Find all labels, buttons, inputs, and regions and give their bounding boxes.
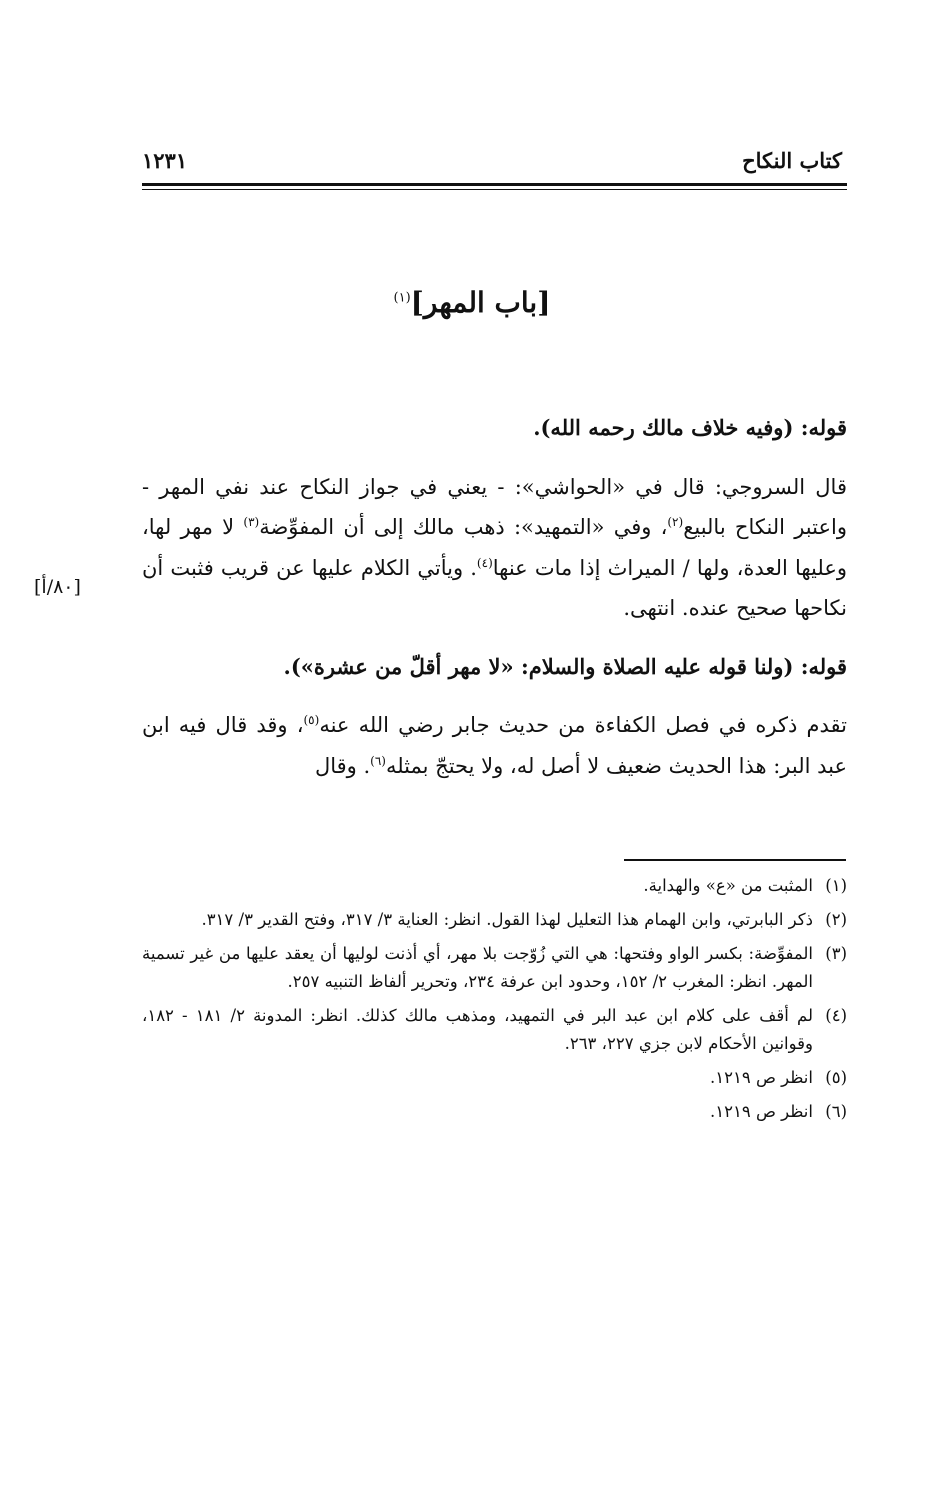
footnote-ref-6: (٦) — [370, 753, 386, 768]
footnote-number: (٢) — [825, 910, 847, 929]
chapter-title — [0, 286, 944, 319]
paragraph-2 — [142, 705, 847, 786]
quote-line-2: قوله: (ولنا قوله عليه الصلاة والسلام: «لا مهر أقلّ من عشرة»). — [283, 653, 847, 679]
paragraph-2-part-b: ، وقد قال فيه ابن عبد البر: هذا الحديث ضعيف لا أصل له، ولا يحتجّ بمثله — [142, 713, 847, 778]
manuscript-folio-marker: [٨٠/أ] — [34, 576, 81, 598]
footnote — [142, 1098, 847, 1126]
header-rule-thin — [142, 189, 847, 190]
header-title: كتاب النكاح — [742, 148, 842, 173]
footnote-number: (٤) — [825, 1006, 847, 1025]
chapter-title-text: [باب المهر] — [410, 286, 551, 319]
paragraph-1-part-d: . ويأتي الكلام عليها عن قريب فثبت أن نكاحها صحيح عنده. انتهى. — [142, 555, 847, 620]
main-text — [142, 408, 847, 786]
footnote-ref-2: (٢) — [667, 515, 684, 529]
footnote-ref-4: (٤) — [476, 555, 493, 570]
footnote-number: (٦) — [825, 1102, 847, 1121]
running-header — [142, 148, 842, 180]
paragraph-2-part-c: . وقال — [314, 753, 371, 778]
footnote — [142, 940, 847, 996]
footnote-ref-5: (٥) — [303, 713, 320, 727]
footnote-text: المثبت من «ع» والهداية. — [643, 876, 813, 895]
footnote — [142, 1064, 847, 1092]
footnote-ref-3: (٣) — [243, 515, 260, 529]
header-rule-thick — [142, 183, 847, 186]
header-page-number: ١٢٣١ — [142, 148, 188, 173]
paragraph-1-part-c: لا مهر لها، وعليها العدة، ولها / الميراث إذا مات عنها — [142, 515, 847, 580]
footnote — [142, 906, 847, 934]
footnotes — [142, 872, 847, 1132]
footnote — [142, 872, 847, 900]
footnote-number: (٣) — [825, 944, 847, 963]
quote-line-1: قوله: (وفيه خلاف مالك رحمه الله). — [533, 415, 847, 440]
footnote-number: (١) — [825, 876, 847, 895]
footnote-text: المفوِّضة: بكسر الواو وفتحها: هي التي زُوّجت بلا مهر، أي أذنت لوليها أن يعقد عليها من غير تسمية المهر. انظر: المغرب ٢/ ١٥٢، وحدود ابن عرفة ٢٣٤، وتحرير ألفاظ التنبيه ٢٥٧. — [142, 944, 813, 991]
footnote-number: (٥) — [825, 1068, 847, 1087]
footnote-text: انظر ص ١٢١٩. — [710, 1102, 813, 1121]
footnote-text: انظر ص ١٢١٩. — [710, 1068, 813, 1087]
paragraph-1-part-b: ، وفي «التمهيد»: ذهب مالك إلى أن المفوِّضة — [259, 515, 668, 539]
paragraph-2-part-a: تقدم ذكره في فصل الكفاءة من حديث جابر رضي الله عنه — [319, 713, 847, 737]
paragraph-1 — [142, 467, 847, 629]
paragraph-1-part-a: قال السروجي: قال في «الحواشي»: - يعني في جواز النكاح عند نفي المهر - واعتبر النكاح بالبيع — [142, 474, 847, 539]
footnote — [142, 1002, 847, 1058]
footnote-text: ذكر البابرتي، وابن الهمام هذا التعليل لهذا القول. انظر: العناية ٣/ ٣١٧، وفتح القدير ٣/ ٣١٧. — [201, 910, 813, 929]
footnote-separator — [624, 859, 846, 861]
footnote-text: لم أقف على كلام ابن عبد البر في التمهيد، ومذهب مالك كذلك. انظر: المدونة ٢/ ١٨١ - ١٨٢، وقوانين الأحكام لابن جزي ٢٢٧، ٢٦٣. — [142, 1006, 813, 1053]
chapter-footnote-ref: (١) — [393, 290, 411, 306]
